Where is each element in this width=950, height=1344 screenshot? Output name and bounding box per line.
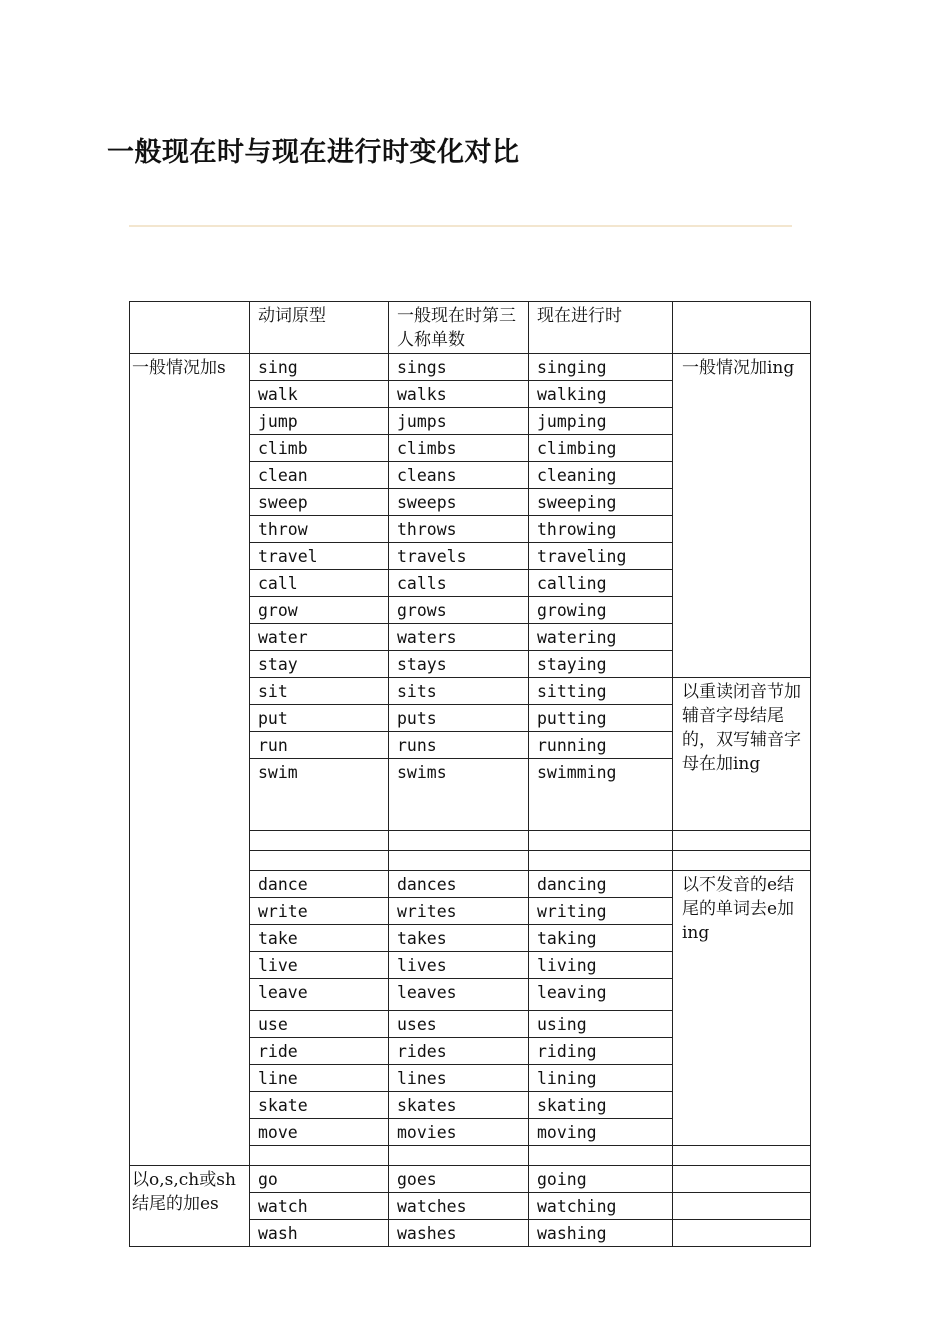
rule-note-drop-e: 以不发音的e结尾的单词去e加ing: [673, 871, 811, 1146]
ing-form-cell: staying: [529, 651, 673, 678]
rule-note-empty: [673, 1166, 811, 1193]
ing-form-cell: putting: [529, 705, 673, 732]
third-person-cell: walks: [389, 381, 529, 408]
base-form-cell: take: [250, 925, 389, 952]
base-form-cell: climb: [250, 435, 389, 462]
ing-form-cell: dancing: [529, 871, 673, 898]
ing-form-cell: running: [529, 732, 673, 759]
rule-note-empty: [673, 1220, 811, 1247]
base-form-cell: leave: [250, 979, 389, 1011]
third-person-cell: [389, 1146, 529, 1166]
third-person-cell: waters: [389, 624, 529, 651]
ing-form-cell: watching: [529, 1193, 673, 1220]
base-form-cell: go: [250, 1166, 389, 1193]
ing-form-cell: cleaning: [529, 462, 673, 489]
verb-table: [129, 301, 811, 1247]
base-form-cell: sit: [250, 678, 389, 705]
third-person-cell: watches: [389, 1193, 529, 1220]
ing-form-cell: [529, 1146, 673, 1166]
ing-form-cell: jumping: [529, 408, 673, 435]
third-person-cell: dances: [389, 871, 529, 898]
ing-form-cell: living: [529, 952, 673, 979]
base-form-cell: walk: [250, 381, 389, 408]
third-person-cell: rides: [389, 1038, 529, 1065]
rule-note-empty: [673, 1146, 811, 1166]
ing-form-cell: taking: [529, 925, 673, 952]
ing-form-cell: walking: [529, 381, 673, 408]
third-person-cell: grows: [389, 597, 529, 624]
third-person-cell: swims: [389, 759, 529, 831]
third-person-cell: movies: [389, 1119, 529, 1146]
ing-form-cell: throwing: [529, 516, 673, 543]
ing-form-cell: moving: [529, 1119, 673, 1146]
base-form-cell: watch: [250, 1193, 389, 1220]
base-form-cell: [250, 1146, 389, 1166]
rule-note-double: 以重读闭音节加辅音字母结尾的，双写辅音字母在加ing: [673, 678, 811, 831]
third-person-cell: uses: [389, 1011, 529, 1038]
base-form-cell: write: [250, 898, 389, 925]
base-form-cell: swim: [250, 759, 389, 831]
third-person-cell: jumps: [389, 408, 529, 435]
ing-form-cell: skating: [529, 1092, 673, 1119]
title-divider: [129, 225, 792, 227]
rule-note-ing: 一般情况加ing: [673, 354, 811, 678]
third-person-cell: stays: [389, 651, 529, 678]
base-form-cell: dance: [250, 871, 389, 898]
base-form-cell: stay: [250, 651, 389, 678]
ing-form-cell: growing: [529, 597, 673, 624]
ing-form-cell: writing: [529, 898, 673, 925]
base-form-cell: skate: [250, 1092, 389, 1119]
third-person-cell: [389, 831, 529, 851]
third-person-cell: lives: [389, 952, 529, 979]
base-form-cell: jump: [250, 408, 389, 435]
header-base-form: 动词原型: [250, 302, 389, 354]
base-form-cell: line: [250, 1065, 389, 1092]
rule-note-empty: [673, 851, 811, 871]
third-person-cell: takes: [389, 925, 529, 952]
ing-form-cell: going: [529, 1166, 673, 1193]
ing-form-cell: watering: [529, 624, 673, 651]
ing-form-cell: sitting: [529, 678, 673, 705]
third-person-cell: cleans: [389, 462, 529, 489]
third-person-cell: [389, 851, 529, 871]
ing-form-cell: [529, 831, 673, 851]
ing-form-cell: lining: [529, 1065, 673, 1092]
third-person-cell: goes: [389, 1166, 529, 1193]
third-person-cell: puts: [389, 705, 529, 732]
third-person-cell: sits: [389, 678, 529, 705]
ing-form-cell: traveling: [529, 543, 673, 570]
base-form-cell: move: [250, 1119, 389, 1146]
third-person-cell: throws: [389, 516, 529, 543]
third-person-cell: climbs: [389, 435, 529, 462]
third-person-cell: sweeps: [389, 489, 529, 516]
rule-note-empty: [673, 1193, 811, 1220]
base-form-cell: sing: [250, 354, 389, 381]
base-form-cell: [250, 831, 389, 851]
header-cell-blank: [130, 302, 250, 354]
ing-form-cell: riding: [529, 1038, 673, 1065]
third-person-cell: runs: [389, 732, 529, 759]
header-third-person: 一般现在时第三人称单数: [389, 302, 529, 354]
base-form-cell: travel: [250, 543, 389, 570]
third-person-cell: sings: [389, 354, 529, 381]
page-title: 一般现在时与现在进行时变化对比: [107, 137, 520, 168]
ing-form-cell: climbing: [529, 435, 673, 462]
base-form-cell: ride: [250, 1038, 389, 1065]
ing-form-cell: singing: [529, 354, 673, 381]
base-form-cell: run: [250, 732, 389, 759]
third-person-cell: skates: [389, 1092, 529, 1119]
third-person-cell: writes: [389, 898, 529, 925]
base-form-cell: call: [250, 570, 389, 597]
ing-form-cell: calling: [529, 570, 673, 597]
third-person-cell: travels: [389, 543, 529, 570]
ing-form-cell: swimming: [529, 759, 673, 831]
base-form-cell: live: [250, 952, 389, 979]
third-person-cell: washes: [389, 1220, 529, 1247]
rule-note-empty: [673, 831, 811, 851]
group-label-add-es: 以o,s,ch或sh结尾的加es: [130, 1166, 250, 1247]
third-person-cell: calls: [389, 570, 529, 597]
header-present-continuous: 现在进行时: [529, 302, 673, 354]
base-form-cell: sweep: [250, 489, 389, 516]
group-label-add-s: 一般情况加s: [130, 354, 250, 1166]
third-person-cell: leaves: [389, 979, 529, 1011]
ing-form-cell: [529, 851, 673, 871]
base-form-cell: clean: [250, 462, 389, 489]
base-form-cell: wash: [250, 1220, 389, 1247]
ing-form-cell: using: [529, 1011, 673, 1038]
table-header-row: [130, 302, 811, 354]
third-person-cell: lines: [389, 1065, 529, 1092]
base-form-cell: grow: [250, 597, 389, 624]
ing-form-cell: leaving: [529, 979, 673, 1011]
table-row: [130, 354, 811, 381]
base-form-cell: throw: [250, 516, 389, 543]
ing-form-cell: sweeping: [529, 489, 673, 516]
base-form-cell: use: [250, 1011, 389, 1038]
base-form-cell: [250, 851, 389, 871]
table-row: [130, 1166, 811, 1193]
header-cell-note: [673, 302, 811, 354]
ing-form-cell: washing: [529, 1220, 673, 1247]
base-form-cell: water: [250, 624, 389, 651]
base-form-cell: put: [250, 705, 389, 732]
